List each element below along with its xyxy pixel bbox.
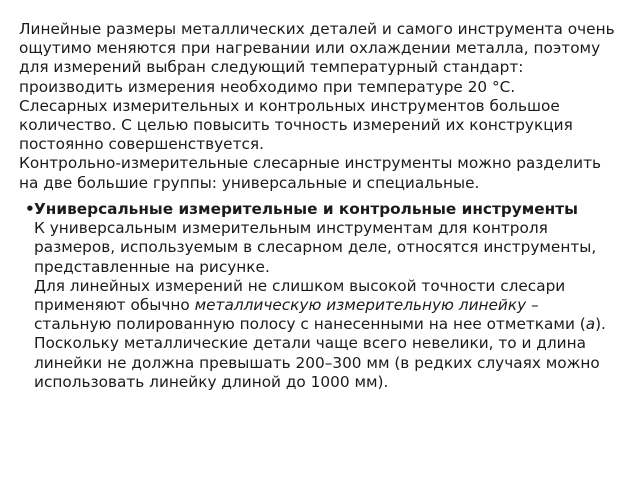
section-paragraph-ruler	[34, 277, 614, 392]
section-heading	[25, 200, 614, 219]
intro-text	[19, 20, 619, 193]
figure-ref: а	[585, 315, 596, 334]
intro-paragraph-groups: Контрольно-измерительные слесарные инструменты можно разделить на две большие группы: универсальные и специальные.	[19, 154, 602, 192]
ruler-term: металлическую измерительную линейку	[194, 296, 527, 315]
ruler-text-1: Для линейных измерений не слишком высокой точности слесари применяют обычно	[34, 276, 566, 315]
ruler-text-2: – стальную полированную полосу с нанесенными на нее отметками (	[34, 296, 586, 334]
intro-paragraph-variety: Слесарных измерительных и контрольных инструментов большое количество. С целью повысить точность измерений их конструкция постоянно совершенствуется.	[19, 96, 573, 154]
section-paragraph-universal: К универсальным измерительным инструментам для контроля размеров, используемым в слесарном деле, относятся инструменты, представленные на рисунке.	[34, 219, 597, 276]
universal-tools-section	[25, 200, 614, 392]
intro-paragraph-temperature: Линейные размеры металлических деталей и самого инструмента очень ощутимо меняются при нагревании или охлаждении металла, поэтому для измерений выбран следующий температурный стандарт: производить измерения необходимо при температуре 20 °С.	[19, 20, 615, 96]
bullet-marker: •	[25, 200, 35, 218]
ruler-text-3: ). Поскольку металлические детали чаще всего невелики, то и длина линейки не должна превышать 200–300 мм (в редких случаях можно использовать линейку длиной до 1000 мм).	[34, 315, 606, 391]
section-heading-text: Универсальные измерительные и контрольные инструменты	[34, 200, 578, 218]
